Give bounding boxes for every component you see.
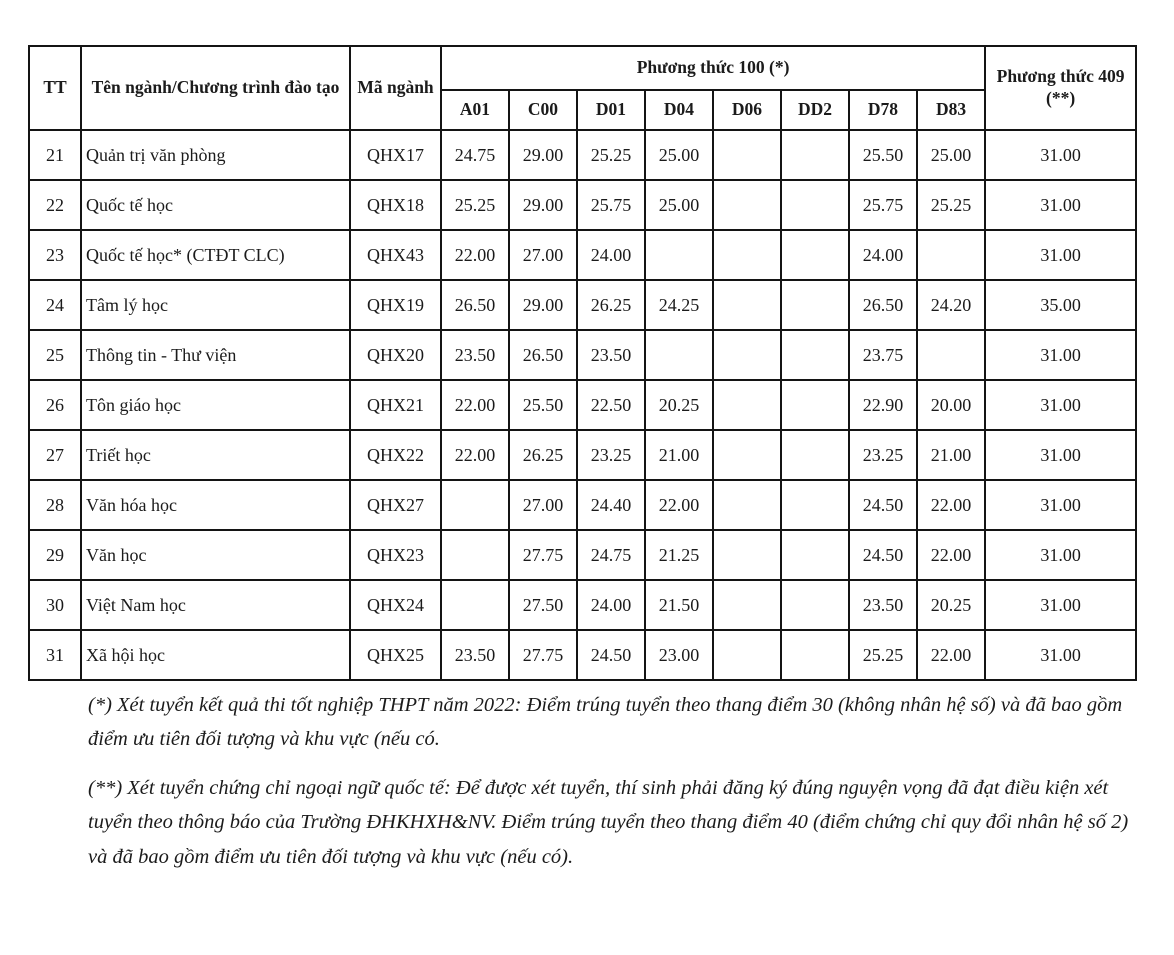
subject-score-cell: 29.00 [509, 280, 577, 330]
method-409-score-cell: 31.00 [985, 480, 1136, 530]
subject-score-cell: 25.75 [849, 180, 917, 230]
subject-score-cell: 20.25 [645, 380, 713, 430]
subject-score-cell: 27.75 [509, 530, 577, 580]
subject-score-cell: 25.25 [917, 180, 985, 230]
subject-score-cell [713, 530, 781, 580]
subject-score-cell: 22.90 [849, 380, 917, 430]
major-code-cell: QHX22 [350, 430, 441, 480]
subject-score-cell [713, 280, 781, 330]
subject-score-cell: 25.75 [577, 180, 645, 230]
subject-score-cell [781, 230, 849, 280]
major-code-cell: QHX20 [350, 330, 441, 380]
table-row [29, 130, 1136, 180]
subject-score-cell [713, 630, 781, 680]
method-409-score-cell: 31.00 [985, 430, 1136, 480]
major-code-cell: QHX21 [350, 380, 441, 430]
table-row [29, 630, 1136, 680]
subject-score-cell: 27.75 [509, 630, 577, 680]
subject-score-cell: 22.00 [645, 480, 713, 530]
subject-score-cell [713, 380, 781, 430]
major-code-cell: QHX19 [350, 280, 441, 330]
subject-score-cell: 24.50 [849, 530, 917, 580]
subject-score-cell: 27.50 [509, 580, 577, 630]
subject-score-cell: 22.00 [441, 380, 509, 430]
subject-score-cell: 24.00 [577, 230, 645, 280]
subject-score-cell: 25.25 [849, 630, 917, 680]
admission-scores-table [28, 45, 1137, 681]
subject-score-cell: 21.00 [645, 430, 713, 480]
subject-score-cell [441, 480, 509, 530]
subject-score-cell [441, 530, 509, 580]
table-row [29, 280, 1136, 330]
subject-score-cell: 24.20 [917, 280, 985, 330]
footnotes [88, 688, 1138, 888]
major-name-cell: Việt Nam học [81, 580, 350, 630]
method-409-score-cell: 31.00 [985, 180, 1136, 230]
row-index-cell: 31 [29, 630, 81, 680]
subject-score-cell: 21.50 [645, 580, 713, 630]
major-code-cell: QHX24 [350, 580, 441, 630]
subject-score-cell: 22.00 [441, 230, 509, 280]
major-name-cell: Văn học [81, 530, 350, 580]
subject-score-cell: 26.50 [441, 280, 509, 330]
row-index-cell: 26 [29, 380, 81, 430]
subject-score-cell: 24.50 [849, 480, 917, 530]
header-subject-block: A01 [441, 90, 509, 130]
header-subject-block: D04 [645, 90, 713, 130]
subject-score-cell: 24.75 [577, 530, 645, 580]
major-code-cell: QHX17 [350, 130, 441, 180]
major-name-cell: Quốc tế học [81, 180, 350, 230]
method-409-score-cell: 31.00 [985, 630, 1136, 680]
subject-score-cell [781, 430, 849, 480]
method-409-score-cell: 31.00 [985, 130, 1136, 180]
table-body [29, 130, 1136, 680]
subject-score-cell: 23.25 [577, 430, 645, 480]
subject-score-cell [781, 180, 849, 230]
subject-score-cell: 25.00 [645, 180, 713, 230]
major-name-cell: Quốc tế học* (CTĐT CLC) [81, 230, 350, 280]
subject-score-cell [713, 480, 781, 530]
subject-score-cell [713, 580, 781, 630]
subject-score-cell: 27.00 [509, 230, 577, 280]
subject-score-cell [781, 380, 849, 430]
header-subject-block: D83 [917, 90, 985, 130]
major-code-cell: QHX23 [350, 530, 441, 580]
subject-score-cell [917, 330, 985, 380]
subject-score-cell: 23.00 [645, 630, 713, 680]
subject-score-cell [713, 230, 781, 280]
subject-score-cell: 25.50 [849, 130, 917, 180]
subject-score-cell: 25.00 [917, 130, 985, 180]
method-409-score-cell: 35.00 [985, 280, 1136, 330]
table-row [29, 530, 1136, 580]
header-row-top [29, 46, 1136, 90]
subject-score-cell: 29.00 [509, 180, 577, 230]
header-subject-block: D06 [713, 90, 781, 130]
subject-score-cell: 24.50 [577, 630, 645, 680]
major-name-cell: Tâm lý học [81, 280, 350, 330]
header-major-name: Tên ngành/Chương trình đào tạo [81, 46, 350, 130]
subject-score-cell: 24.00 [849, 230, 917, 280]
header-major-code: Mã ngành [350, 46, 441, 130]
method-409-score-cell: 31.00 [985, 380, 1136, 430]
table-row [29, 230, 1136, 280]
major-name-cell: Tôn giáo học [81, 380, 350, 430]
subject-score-cell: 24.75 [441, 130, 509, 180]
subject-score-cell: 26.50 [849, 280, 917, 330]
table-row [29, 580, 1136, 630]
subject-score-cell: 22.00 [917, 480, 985, 530]
row-index-cell: 25 [29, 330, 81, 380]
subject-score-cell: 24.40 [577, 480, 645, 530]
subject-score-cell: 23.50 [441, 330, 509, 380]
major-name-cell: Xã hội học [81, 630, 350, 680]
subject-score-cell: 23.50 [849, 580, 917, 630]
major-code-cell: QHX27 [350, 480, 441, 530]
table-row [29, 180, 1136, 230]
table-row [29, 480, 1136, 530]
header-tt: TT [29, 46, 81, 130]
subject-score-cell: 26.25 [509, 430, 577, 480]
major-code-cell: QHX43 [350, 230, 441, 280]
major-code-cell: QHX18 [350, 180, 441, 230]
subject-score-cell [917, 230, 985, 280]
subject-score-cell [645, 330, 713, 380]
header-subject-block: D78 [849, 90, 917, 130]
subject-score-cell [781, 530, 849, 580]
row-index-cell: 21 [29, 130, 81, 180]
header-subject-block: D01 [577, 90, 645, 130]
method-409-score-cell: 31.00 [985, 230, 1136, 280]
subject-score-cell: 24.25 [645, 280, 713, 330]
subject-score-cell: 22.00 [917, 630, 985, 680]
subject-score-cell: 20.00 [917, 380, 985, 430]
table-row [29, 380, 1136, 430]
subject-score-cell [781, 330, 849, 380]
subject-score-cell: 25.25 [577, 130, 645, 180]
subject-score-cell [645, 230, 713, 280]
subject-score-cell: 20.25 [917, 580, 985, 630]
subject-score-cell: 23.50 [577, 330, 645, 380]
header-subject-block: DD2 [781, 90, 849, 130]
method-409-score-cell: 31.00 [985, 330, 1136, 380]
table-header [29, 46, 1136, 130]
header-method-409: Phương thức 409 (**) [985, 46, 1136, 130]
row-index-cell: 27 [29, 430, 81, 480]
subject-score-cell: 25.25 [441, 180, 509, 230]
subject-score-cell: 22.00 [917, 530, 985, 580]
major-name-cell: Quản trị văn phòng [81, 130, 350, 180]
header-subject-block: C00 [509, 90, 577, 130]
subject-score-cell [781, 480, 849, 530]
subject-score-cell: 23.25 [849, 430, 917, 480]
footnote-method-100: (*) Xét tuyển kết quả thi tốt nghiệp THPT năm 2022: Điểm trúng tuyển theo thang điểm 30 (không nhân hệ số) và đã bao gồm điểm ưu tiên đối tượng và khu vực (nếu có. [88, 694, 1123, 751]
major-name-cell: Thông tin - Thư viện [81, 330, 350, 380]
subject-score-cell [713, 330, 781, 380]
row-index-cell: 30 [29, 580, 81, 630]
table-row [29, 330, 1136, 380]
subject-score-cell: 26.25 [577, 280, 645, 330]
subject-score-cell: 23.75 [849, 330, 917, 380]
row-index-cell: 29 [29, 530, 81, 580]
row-index-cell: 23 [29, 230, 81, 280]
subject-score-cell: 26.50 [509, 330, 577, 380]
major-name-cell: Văn hóa học [81, 480, 350, 530]
subject-score-cell: 24.00 [577, 580, 645, 630]
method-409-score-cell: 31.00 [985, 580, 1136, 630]
subject-score-cell [781, 130, 849, 180]
subject-score-cell [441, 580, 509, 630]
subject-score-cell: 29.00 [509, 130, 577, 180]
subject-score-cell [781, 280, 849, 330]
header-method-100: Phương thức 100 (*) [441, 46, 985, 90]
subject-score-cell [781, 630, 849, 680]
subject-score-cell [713, 130, 781, 180]
row-index-cell: 24 [29, 280, 81, 330]
footnote-method-409: (**) Xét tuyển chứng chỉ ngoại ngữ quốc tế: Để được xét tuyển, thí sinh phải đăng ký đúng nguyện vọng đã đạt điều kiện xét tuyển theo thông báo của Trường ĐHKHXH&NV. Điểm trúng tuyển theo thang điểm 40 (điểm chứng chỉ quy đổi nhân hệ số 2) và đã bao gồm điểm ưu tiên đối tượng và khu vực (nếu có). [88, 776, 1129, 868]
subject-score-cell [713, 180, 781, 230]
subject-score-cell: 22.50 [577, 380, 645, 430]
major-code-cell: QHX25 [350, 630, 441, 680]
subject-score-cell: 25.00 [645, 130, 713, 180]
major-name-cell: Triết học [81, 430, 350, 480]
subject-score-cell: 21.25 [645, 530, 713, 580]
row-index-cell: 28 [29, 480, 81, 530]
subject-score-cell: 23.50 [441, 630, 509, 680]
row-index-cell: 22 [29, 180, 81, 230]
subject-score-cell: 22.00 [441, 430, 509, 480]
method-409-score-cell: 31.00 [985, 530, 1136, 580]
subject-score-cell: 27.00 [509, 480, 577, 530]
subject-score-cell [713, 430, 781, 480]
subject-score-cell: 21.00 [917, 430, 985, 480]
subject-score-cell: 25.50 [509, 380, 577, 430]
subject-score-cell [781, 580, 849, 630]
table-row [29, 430, 1136, 480]
